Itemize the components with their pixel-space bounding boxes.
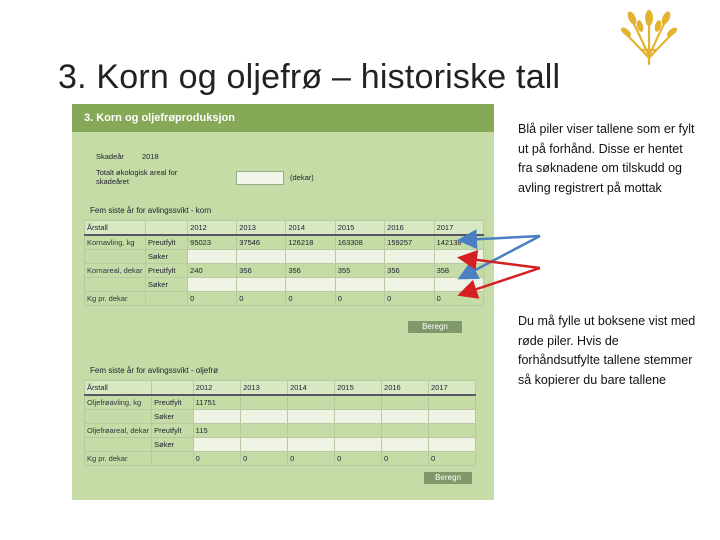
korn-table-cell: Søker	[145, 250, 187, 264]
oljefro-header-cell: 2015	[335, 381, 382, 396]
skadear-value: 2018	[142, 152, 159, 161]
oljefro-header-cell: 2017	[429, 381, 476, 396]
korn-table-cell: 163308	[335, 235, 384, 250]
slide-title: 3. Korn og oljefrø – historiske tall	[58, 58, 561, 96]
areal-label-1: Totalt økologisk areal for	[96, 168, 178, 177]
dekar-unit: (dekar)	[290, 173, 314, 182]
korn-table-cell: 0	[385, 292, 434, 306]
korn-table-cell: 95023	[188, 235, 237, 250]
blue-arrow-note: Blå piler viser tallene som er fylt ut på forhånd. Disse er hentet fra søknadene om tilskudd og avling registrert på mottak	[518, 122, 695, 195]
korn-table-cell: Kornareal, dekar	[85, 264, 146, 278]
korn-beregn-button[interactable]: Beregn	[408, 321, 462, 333]
korn-table-cell: 355	[335, 264, 384, 278]
oljefro-table-cell: Oljefrøavling, kg	[85, 395, 152, 410]
red-arrow-note: Du må fylle ut boksene vist med røde piler. Hvis de forhåndsutfylte tallene stemmer så kopierer du bare tallene	[518, 314, 696, 387]
oljefro-header-cell: 2012	[193, 381, 240, 396]
oljefro-table-cell: Preutfylt	[152, 424, 194, 438]
korn-table-cell: 356	[237, 264, 286, 278]
korn-table-cell: 0	[188, 292, 237, 306]
oljefro-table-cell: 11751	[193, 395, 240, 410]
oljefro-table-cell: Preutfylt	[152, 395, 194, 410]
oljefro-table-cell: 0	[241, 452, 288, 466]
korn-table-cell: Preutfylt	[145, 235, 187, 250]
oljefro-header-cell: Årstall	[85, 381, 152, 396]
korn-table-cell: 356	[385, 264, 434, 278]
korn-table-cell: Kg pr. dekar	[85, 292, 146, 306]
korn-table-cell: 126218	[286, 235, 335, 250]
oljefro-table-cell: Kg pr. dekar	[85, 452, 152, 466]
oljefro-table-cell: Søker	[152, 438, 194, 452]
oljefro-table-cell: Oljefrøareal, dekar	[85, 424, 152, 438]
korn-header-cell: 2015	[335, 221, 384, 236]
korn-table-cell: Søker	[145, 278, 187, 292]
blue-arrow-1	[462, 236, 540, 240]
korn-section-title: Fem siste år for avlingssvikt - korn	[90, 206, 212, 215]
korn-header-cell: 2017	[434, 221, 483, 236]
skadear-label: Skadeår	[96, 152, 124, 161]
korn-header-cell: 2014	[286, 221, 335, 236]
oljefro-table-cell: 0	[382, 452, 429, 466]
korn-table-cell: 0	[286, 292, 335, 306]
korn-header-cell: 2013	[237, 221, 286, 236]
korn-table-cell: 356	[286, 264, 335, 278]
korn-header-cell: 2016	[385, 221, 434, 236]
korn-table-cell: 240	[188, 264, 237, 278]
oljefro-table-cell: 0	[429, 452, 476, 466]
oljefro-section-title: Fem siste år for avlingssvikt - oljefrø	[90, 366, 219, 375]
oljefro-table-cell: 0	[288, 452, 335, 466]
korn-table-cell: 358	[434, 264, 483, 278]
korn-table-cell: 159257	[385, 235, 434, 250]
areal-label-2: skadeåret	[96, 177, 129, 186]
oljefro-beregn-button[interactable]: Beregn	[424, 472, 472, 484]
oljefro-table-cell: 0	[193, 452, 240, 466]
korn-table-cell: Preutfylt	[145, 264, 187, 278]
korn-table-cell: 0	[237, 292, 286, 306]
red-arrow-1	[462, 258, 540, 268]
oljefro-table-cell: 0	[335, 452, 382, 466]
form-header-title: 3. Korn og oljefrøproduksjon	[84, 112, 235, 124]
korn-table-cell: 0	[434, 292, 483, 306]
korn-header-cell: 2012	[188, 221, 237, 236]
oljefro-table-cell: Søker	[152, 410, 194, 424]
korn-table-cell: Kornavling, kg	[85, 235, 146, 250]
oljefro-header-cell: 2013	[241, 381, 288, 396]
korn-table-cell: 142138	[434, 235, 483, 250]
korn-table-cell: 0	[335, 292, 384, 306]
korn-header-cell: Årstall	[85, 221, 146, 236]
korn-table-cell: 37546	[237, 235, 286, 250]
oljefro-table-cell: 115	[193, 424, 240, 438]
oljefro-header-cell: 2016	[382, 381, 429, 396]
oljefro-header-cell: 2014	[288, 381, 335, 396]
